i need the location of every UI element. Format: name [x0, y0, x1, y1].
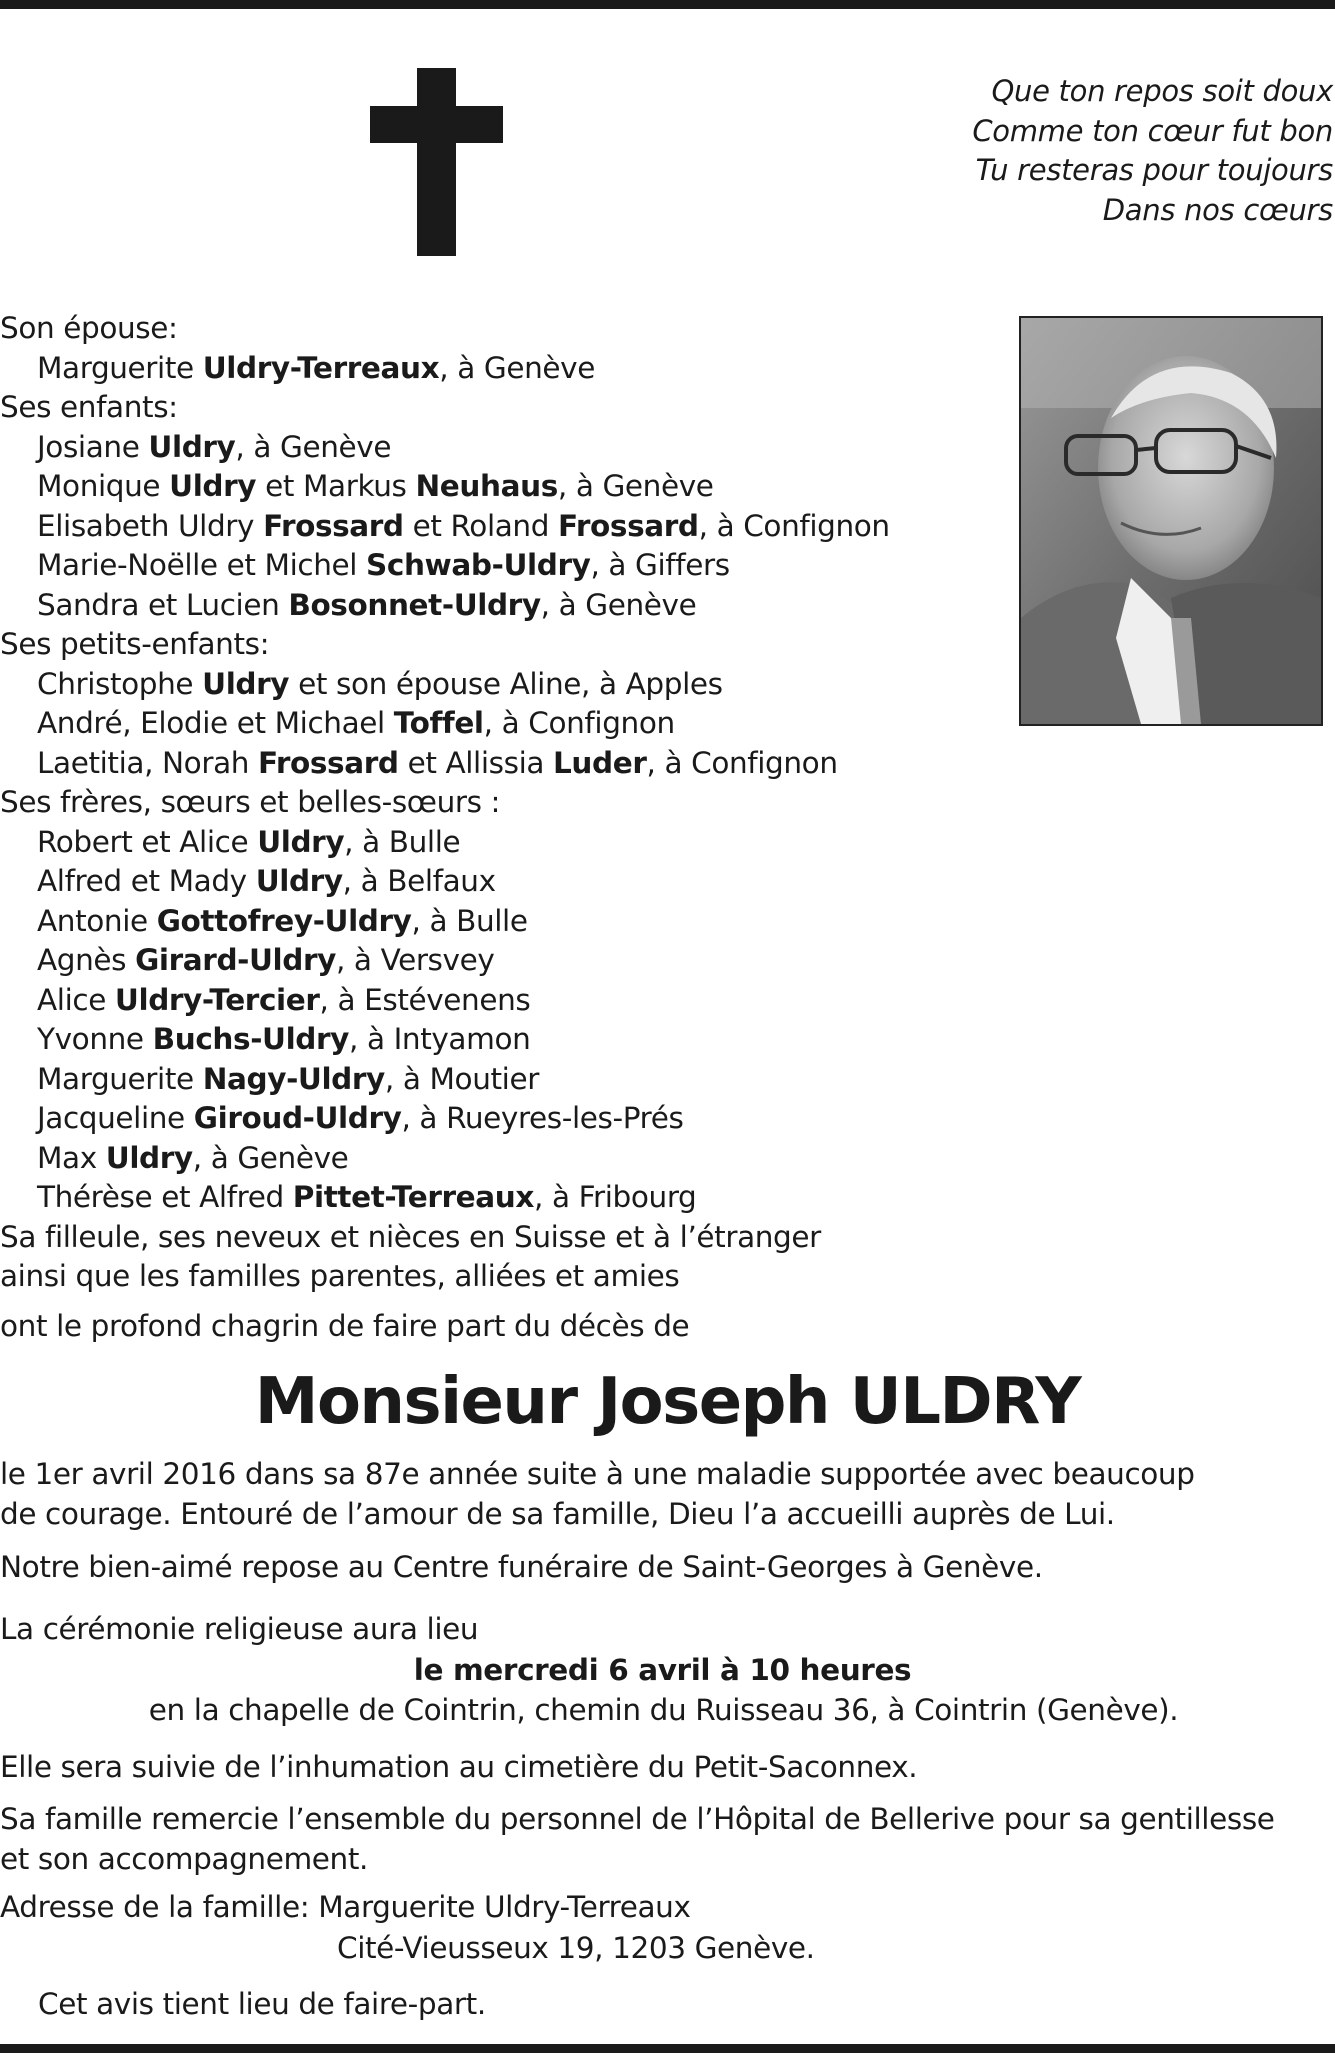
repose-text: Notre bien-aimé repose au Centre funéraire de Saint-Georges à Genève.: [0, 1550, 1043, 1584]
family-text: ainsi que les familles parentes, alliées et amies: [0, 1259, 680, 1293]
family-name: Uldry-Terreaux: [202, 350, 440, 385]
family-name: Uldry: [257, 824, 345, 859]
family-member-line: [0, 744, 1000, 784]
family-group-heading: [0, 625, 1000, 665]
family-text: Max: [37, 1140, 106, 1175]
poem-line: Que ton repos soit doux: [991, 74, 1333, 108]
family-text: , à Belfaux: [342, 864, 496, 898]
family-name: Frossard: [258, 745, 399, 780]
family-name: Girard-Uldry: [135, 943, 336, 977]
family-name: Uldry: [255, 864, 343, 898]
family-text: Laetitia, Norah: [37, 745, 259, 780]
family-name: Schwab-Uldry: [366, 548, 591, 582]
family-text: , à Genève: [557, 469, 714, 503]
family-group-heading: [0, 1257, 1000, 1297]
family-group-heading: [0, 783, 1000, 823]
family-text: Yvonne: [37, 1022, 153, 1056]
bottom-rule: [0, 2044, 1335, 2053]
family-name: Luder: [553, 745, 647, 780]
top-rule: [0, 0, 1335, 9]
family-member-line: [0, 349, 1000, 389]
family-text: et Markus: [256, 469, 416, 503]
family-text: , à Confignon: [698, 508, 890, 543]
family-name: Uldry-Tercier: [114, 982, 320, 1017]
family-text: Marguerite: [37, 350, 203, 385]
family-member-line: [0, 941, 1000, 981]
family-text: et Allissia: [398, 745, 554, 780]
family-name: Uldry: [202, 666, 290, 701]
family-member-line: [0, 428, 1000, 468]
family-text: , à Giffers: [590, 548, 730, 582]
family-text: Ses frères, sœurs et belles-sœurs :: [0, 785, 501, 819]
ceremony-intro: La cérémonie religieuse aura lieu: [0, 1612, 479, 1646]
family-text: Monique: [37, 469, 170, 503]
family-address-line: Adresse de la famille: Marguerite Uldry-Terreaux: [0, 1890, 691, 1924]
family-text: , à Confignon: [483, 706, 675, 740]
death-text-line: de courage. Entouré de l’amour de sa famille, Dieu l’a accueilli auprès de Lui.: [0, 1497, 1115, 1531]
poem-line: Dans nos cœurs: [1102, 192, 1333, 227]
family-text: , à Intyamon: [349, 1022, 531, 1056]
ceremony-place: en la chapelle de Cointrin, chemin du Ruisseau 36, à Cointrin (Genève).: [148, 1693, 1179, 1727]
family-text: Antonie: [37, 903, 157, 938]
family-name: Pittet-Terreaux: [292, 1180, 534, 1214]
announcement-text: ont le profond chagrin de faire part du décès de: [0, 1309, 690, 1343]
family-text: Robert et Alice: [37, 824, 258, 859]
family-text: Sandra et Lucien: [37, 587, 289, 622]
family-member-line: [0, 981, 1000, 1021]
family-name: Neuhaus: [415, 469, 558, 503]
family-text: , à Genève: [439, 350, 595, 385]
family-member-line: [0, 862, 1000, 902]
family-list: [0, 309, 1000, 1297]
family-member-line: [0, 902, 1000, 942]
family-text: Marie-Noëlle et Michel: [37, 548, 367, 582]
family-text: , à Genève: [235, 429, 392, 464]
ceremony-date: le mercredi 6 avril à 10 heures: [413, 1653, 912, 1687]
notice-text: Cet avis tient lieu de faire-part.: [38, 1987, 486, 2021]
family-member-line: [0, 1099, 1000, 1139]
family-name: Uldry: [169, 469, 257, 503]
family-member-line: [0, 467, 1000, 507]
family-text: Agnès: [37, 943, 136, 977]
family-member-line: [0, 586, 1000, 626]
family-name: Bosonnet-Uldry: [288, 587, 541, 622]
family-name: Uldry: [148, 429, 236, 464]
family-text: Thérèse et Alfred: [37, 1180, 293, 1214]
poem-line: Tu resteras pour toujours: [975, 153, 1333, 187]
family-member-line: [0, 546, 1000, 586]
family-text: et Roland: [403, 508, 559, 543]
family-member-line: [0, 507, 1000, 547]
family-group-heading: [0, 388, 1000, 428]
family-text: Elisabeth Uldry: [37, 508, 264, 543]
family-name: Buchs-Uldry: [152, 1022, 349, 1056]
family-name: Toffel: [393, 706, 484, 740]
family-name: Gottofrey-Uldry: [156, 903, 412, 938]
family-member-line: [0, 665, 1000, 705]
family-text: Christophe: [37, 666, 203, 701]
family-name: Frossard: [263, 508, 404, 543]
family-text: , à Rueyres-les-Prés: [401, 1101, 684, 1135]
family-text: et son épouse Aline, à Apples: [289, 666, 723, 701]
family-address-line: Cité-Vieusseux 19, 1203 Genève.: [337, 1931, 815, 1965]
deceased-name: Monsieur Joseph ULDRY: [254, 1365, 1081, 1439]
family-text: , à Moutier: [384, 1061, 539, 1096]
family-text: Son épouse:: [0, 311, 178, 345]
family-member-line: [0, 1020, 1000, 1060]
family-text: , à Confignon: [646, 745, 838, 780]
family-name: Nagy-Uldry: [202, 1061, 385, 1096]
cross-icon: [370, 68, 503, 256]
family-member-line: [0, 704, 1000, 744]
family-text: , à Estévenens: [319, 982, 531, 1017]
poem: [972, 72, 1333, 230]
family-member-line: [0, 1060, 1000, 1100]
family-group-heading: [0, 1218, 1000, 1258]
poem-line: Comme ton cœur fut bon: [972, 113, 1333, 148]
death-text-line: le 1er avril 2016 dans sa 87e année suite à une maladie supportée avec beaucoup: [0, 1457, 1195, 1491]
family-text: André, Elodie et Michael: [37, 706, 394, 740]
family-text: Ses petits-enfants:: [0, 627, 270, 661]
burial-text: Elle sera suivie de l’inhumation au cimetière du Petit-Saconnex.: [0, 1750, 918, 1784]
family-text: , à Genève: [192, 1140, 349, 1175]
family-group-heading: [0, 309, 1000, 349]
family-text: , à Bulle: [411, 903, 528, 938]
family-text: Alice: [37, 982, 115, 1017]
family-text: Alfred et Mady: [37, 864, 256, 898]
family-text: Josiane: [37, 429, 149, 464]
family-member-line: [0, 1139, 1000, 1179]
family-text: Sa filleule, ses neveux et nièces en Suisse et à l’étranger: [0, 1219, 821, 1254]
family-member-line: [0, 823, 1000, 863]
family-text: , à Fribourg: [534, 1180, 697, 1214]
family-text: Marguerite: [37, 1061, 203, 1096]
family-text: Ses enfants:: [0, 390, 178, 424]
thanks-text-line: et son accompagnement.: [0, 1842, 368, 1876]
family-name: Giroud-Uldry: [193, 1101, 402, 1135]
family-member-line: [0, 1178, 1000, 1218]
family-name: Frossard: [558, 508, 699, 543]
thanks-text-line: Sa famille remercie l’ensemble du personnel de l’Hôpital de Bellerive pour sa gentillesse: [0, 1802, 1275, 1836]
family-text: Jacqueline: [37, 1101, 194, 1135]
family-text: , à Versvey: [335, 943, 495, 977]
family-text: , à Genève: [540, 587, 697, 622]
portrait-photo: [1019, 316, 1323, 726]
family-name: Uldry: [105, 1140, 193, 1175]
family-text: , à Bulle: [344, 824, 461, 859]
